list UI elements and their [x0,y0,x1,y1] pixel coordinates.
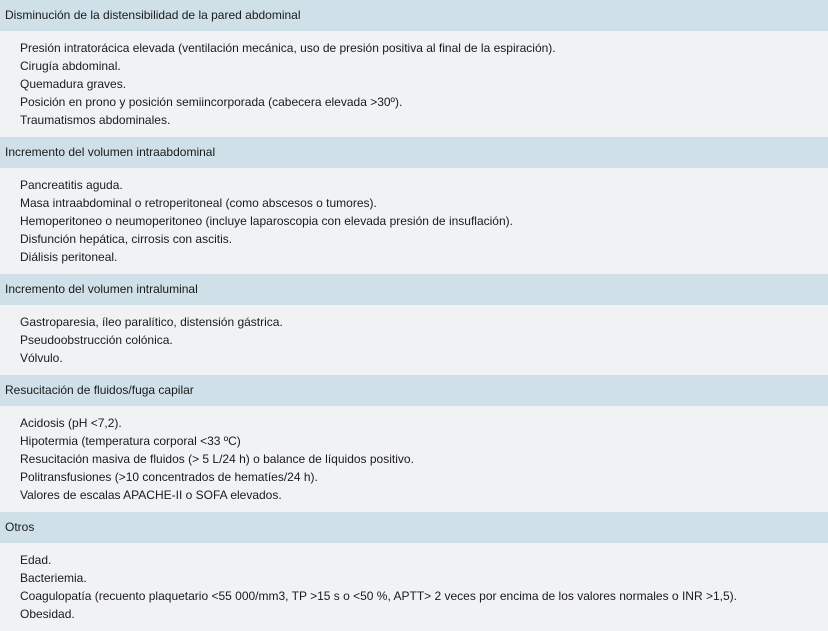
list-item: Acidosis (pH <7,2). [20,416,122,430]
section-body-otros [0,543,828,631]
list-item: Pancreatitis aguda. [20,178,123,192]
list-item: Resucitación masiva de fluidos (> 5 L/24 h) o balance de líquidos positivo. [20,452,414,466]
list-item: Edad. [20,553,52,567]
list-item: Masa intraabdominal o retroperitoneal (como abscesos o tumores). [20,196,377,210]
list-item: Presión intratorácica elevada (ventilación mecánica, uso de presión positiva al final de la espiración). [20,41,556,55]
list-item: Cirugía abdominal. [20,59,121,73]
section-header-pared-abdominal [0,0,828,31]
list-item: Bacteriemia. [20,571,87,585]
section-body-pared-abdominal [0,31,828,137]
list-item: Vólvulo. [20,351,63,365]
list-item: Hipotermia (temperatura corporal <33 ºC) [20,434,241,448]
list-item: Coagulopatía (recuento plaquetario <55 000/mm3, TP >15 s o <50 %, APTT> 2 veces por encima de los valores normales o INR >1,5). [20,589,737,603]
list-item: Valores de escalas APACHE-II o SOFA elevados. [20,488,282,502]
list-item: Obesidad. [20,607,75,621]
section-header-volumen-intraluminal [0,274,828,305]
section-title: Otros [5,520,35,534]
section-title: Disminución de la distensibilidad de la pared abdominal [5,8,301,22]
section-header-volumen-intraabdominal [0,137,828,168]
section-body-volumen-intraluminal [0,305,828,375]
list-item: Traumatismos abdominales. [20,113,171,127]
section-header-resucitacion-fluidos [0,375,828,406]
section-body-resucitacion-fluidos [0,406,828,512]
section-title: Incremento del volumen intraluminal [5,282,198,296]
section-header-otros [0,512,828,543]
list-item: Quemadura graves. [20,77,127,91]
section-title: Resucitación de fluidos/fuga capilar [5,383,194,397]
section-title: Incremento del volumen intraabdominal [5,145,216,159]
list-item: Diálisis peritoneal. [20,250,118,264]
list-item: Posición en prono y posición semiincorporada (cabecera elevada >30º). [20,95,403,109]
list-item: Pseudoobstrucción colónica. [20,333,173,347]
list-item: Politransfusiones (>10 concentrados de hematíes/24 h). [20,470,318,484]
section-body-volumen-intraabdominal [0,168,828,274]
list-item: Gastroparesia, íleo paralítico, distensión gástrica. [20,315,283,329]
list-item: Disfunción hepática, cirrosis con ascitis. [20,232,233,246]
list-item: Hemoperitoneo o neumoperitoneo (incluye laparoscopia con elevada presión de insuflación). [20,214,513,228]
